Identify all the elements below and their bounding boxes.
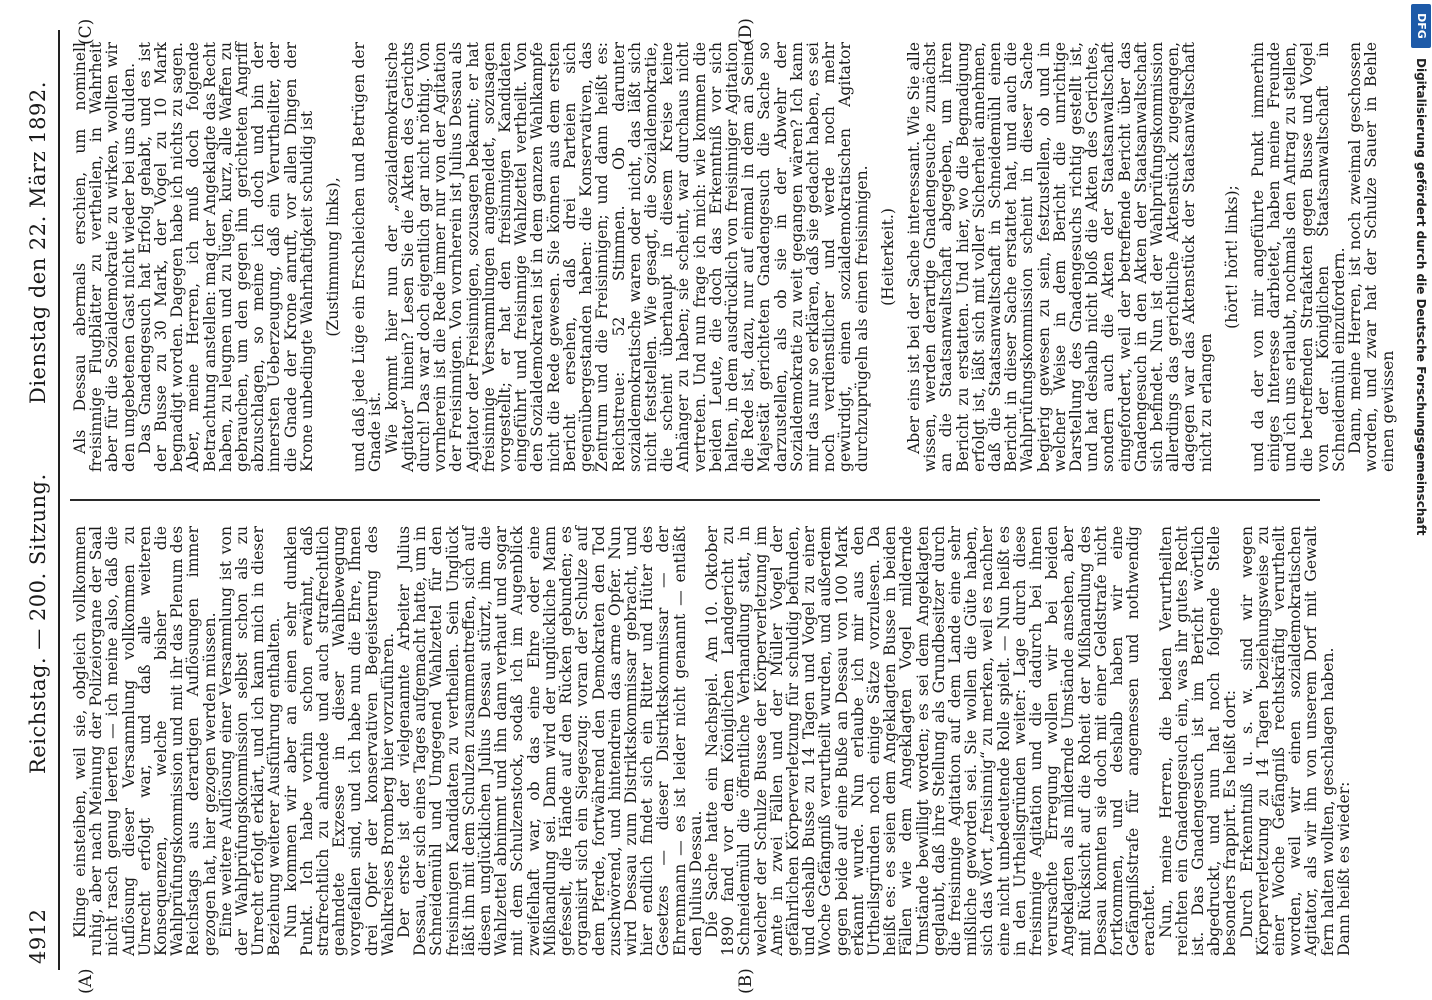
- paragraph: Klinge einsteiben, weil sie, obgleich vollkommen ruhig, aber nach Meinung der Polizeiorgane der Saal nicht rasch genug leerten — ich meine also, daß die Auflösung dieser Versammlung vollkommen zu Unrecht erfolgt war, und daß alle weiteren Konsequenzen, welche bisher die Wahlprüfungskommission und mit ihr das Plenum des Reichstags aus derartigen Auflösungen immer gezogen hat, hier gezogen werden müssen.: [71, 526, 219, 956]
- session-date: Dienstag den 22. März 1892.: [26, 81, 50, 404]
- margin-marker-a: (A): [76, 968, 96, 994]
- margin-marker-c: (C): [76, 18, 96, 45]
- page-header: [20, 34, 56, 964]
- margin-marker-b: (B): [736, 968, 756, 994]
- credit-text: Digitalisierung gefördert durch die Deutsche Forschungsgemeinschaft: [1414, 58, 1428, 536]
- interjection: (hört! hört! links);: [1222, 185, 1241, 329]
- paragraph: Eine weitere Auflösung einer Versammlung ist von der Wahlprüfungskommission selbst schon als zu Unrecht erfolgt erklärt, und ich kann mich in dieser Beziehung weiterer Ausführung enthalten.: [216, 526, 284, 956]
- paragraph: Der erste ist der vielgenannte Arbeiter Julius Dessau, der sich eines Tages aufgemacht hatte, um in Schneidemühl und Umgegend Wahlzettel für den freisinnigen Kandidaten zu vertheilen. Sein Unglück läßt ihn mit dem Schulzen zusammentreffen, sich auf diesen unglücklichen Julius Dessau stürzt, ihm die Wahlzettel abnimmt und ihn dann verhaut und sogar mit dem Schulzenstock, sodaß ich im Augenblick zweifelhaft war, ob das eine Ehre oder eine Mißhandlung sei. Dann wird der unglückliche Mann gefesselt, die Hände auf den Rücken gebunden; es organisirt sich ein Siegeszug: voran der Schulze auf dem Pferde, fortwährend den Demokraten den Tod zuschwörend, und hintendrein das arme Opfer. Nun wird Dessau zum Distriktskommissar gebracht, und hier endlich findet sich ein Ritter und Hüter des Gesetzes — dieser Distriktskommissar — der Ehrenmann — es ist leider nicht genannt — entläßt den Julius Dessau.: [395, 526, 705, 956]
- margin-marker-d: (D): [736, 18, 756, 45]
- left-column: [72, 526, 1362, 956]
- quoted-passage: Durch Erkenntniß u. s. w. sind wir wegen Körperverletzung zu 14 Tagen beziehungsweise zu einer Woche Gefängniß rechtskräftig verurtheilt worden, weil wir einen sozialdemokratischen Agitator, als wir ihn von unserem Dorf mit Gewalt fern halten wollten, geschlagen haben.: [1237, 526, 1337, 956]
- interjection: (Heiterkeit.): [878, 208, 897, 306]
- paragraph: Dann, meine Herren, ist noch zweimal geschossen worden, und zwar hat der Schulze Sauer in Behle einen gewissen: [1346, 42, 1397, 472]
- header-rule: [58, 30, 60, 970]
- paragraph: und da der von mir angeführte Punkt immerhin einiges Interesse darbietet, haben meine Freunde und ich uns erlaubt, nochmals den Antrag zu stellen, die betreffenden Strafakten gegen Busse und Vogel von der Königlichen Staatsanwaltschaft in Schneidemühl einzufordern.: [1249, 42, 1349, 472]
- paragraph: Nun kommen wir aber an einen sehr dunklen Punkt. Ich habe vorhin schon erwähnt, daß strafrechtlich zu ahndende und auch strafrechtlich geahndete Exzesse in dieser Wahlbewegung vorgefallen sind, und ich habe nun die Ehre, Ihnen drei Opfer der konservativen Begeisterung des Wahlkreises Bromberg hier vorzuführen.: [281, 526, 397, 956]
- column-divider: [70, 499, 1320, 501]
- paragraph: Aber eins ist bei der Sache interessant. Wie Sie alle wissen, werden derartige Gnadengesuche zunächst an die Staatsanwaltschaft abgegeben, um ihren Bericht zu erstatten. Und hier, wo die Begnadigung erfolgt ist, läßt sich mit voller Sicherheit annehmen, daß die Staatsanwaltschaft in Schneidemühl einen Bericht in dieser Sache erstattet hat, und auch die Wahlprüfungskommission scheint in dieser Sache begierig gewesen zu sein, festzustellen, ob und in welcher Weise in dem Bericht die unrichtige Darstellung des Gnadengesuchs richtig gestellt ist, und hat deshalb nicht bloß die Akten des Gerichtes, sondern auch die Akten der Staatsanwaltschaft eingefordert, weil der betreffende Bericht über das Gnadengesuch in den Akten der Staatsanwaltschaft sich befindet. Nun ist der Wahlprüfungskommission allerdings das gerichtliche Aktenstück zugegangen, dagegen war das Aktenstück der Staatsanwaltschaft nicht zu erlangen: [904, 42, 1215, 472]
- paragraph: und daß jede Lüge ein Erschleichen und Betrügen der Gnade ist.: [350, 42, 385, 472]
- paragraph: Dann heißt es wieder:: [1334, 781, 1353, 956]
- dfg-logo: [1411, 4, 1431, 48]
- quoted-passage: Als Dessau abermals erschien, um nominell freisinnige Flugblätter zu vertheilen, in Wahrheit aber für die Sozialdemokratie zu wirken, wollten wir den ungebetenen Gast nicht wieder bei uns dulden.: [71, 42, 138, 472]
- dfg-logo-text: DFG: [1415, 13, 1428, 39]
- digitization-credit: [1410, 58, 1432, 958]
- paragraph: Die Sache hatte ein Nachspiel. Am 10. Oktober 1890 fand vor dem Königlichen Landgericht zu Schneidemühl die öffentliche Verhandlung statt, in welcher der Schulze Busse der Körperverletzung im Amte in zwei Fällen und der Müller Vogel der gefährlichen Körperverletzung für schuldig befunden, und deshalb Busse zu 14 Tagen und Vogel zu einer Woche Gefängniß verurtheilt wurden, und außerdem gegen beide auf eine Buße an Dessau von 100 Mark erkannt wurde. Nun erlaube ich mir aus den Urtheilsgründen noch einige Sätze vorzulesen. Da heißt es: es seien dem Angeklagten Busse in beiden Fällen wie dem Angeklagten Vogel mildernde Umstände bewilligt worden; es sei dem Angeklagten geglaubt, daß ihre Stellung als Grundbesitzer durch die freisinnige Agitation auf dem Lande eine sehr mißliche geworden sei. Sie wollen die Güte haben, sich das Wort „freisinnig“ zu merken, weil es nachher eine nicht unbedeutende Rolle spielt. — Nun heißt es in den Urtheilsgründen weiter: Lage durch diese freisinnige Agitation und die dadurch bei ihnen verursachte Erregung wollen wir bei beiden Angeklagten als mildernde Umstände ansehen, aber mit Rücksicht auf die Roheit der Mißhandlung des Dessau konnten sie doch mit einer Geldstrafe nicht fortkommen, und deshalb haben wir eine Gefängnißstrafe für angemessen und nothwendig erachtet.: [702, 526, 1159, 956]
- paragraph: Das Gnadengesuch hat Erfolg gehabt, und es ist der Busse zu 30 Mark, der Vogel zu 10 Mark begnadigt worden. Dagegen habe ich nichts zu sagen. Aber, meine Herren, ich muß doch folgende Betrachtung anstellen: mag der Angeklagte das Recht haben, zu leugnen und zu lügen, kurz, alle Waffen zu gebrauchen, um den gegen ihn gerichteten Angriff abzuschlagen, so meine ich doch und bin der innersten Ueberzeugung, daß ein Verurtheilter, der die Gnade der Krone anruft, vor allen Dingen der Krone unbedingte Wahrhaftigkeit schuldig ist: [135, 42, 316, 472]
- paragraph: Wie kommt hier nun der „sozialdemokratische Agitator“ hinein? Lesen Sie die Akten des Gerichts durch! Das war doch eigentlich gar nicht nöthig. Von vornherein ist die Rede immer nur von der Agitation der Freisinnigen. Von vornherein ist Julius Dessau als Agitator der Freisinnigen, sozusagen bekannt; er hat freisinnige Versammlungen angemeldet, sozusagen vorgestellt; er hat den freisinnigen Kandidaten eingeführt und freisinnige Wahlzettel vertheilt. Von den Sozialdemokraten ist in dem ganzen Wahlkampfe nicht die Rede gewesen. Sie können aus dem ersten Bericht ersehen, daß drei Parteien sich gegenübergestanden haben: die Konservativen, das Zentrum und die Freisinnigen; und dann heißt es: Reichstreue: 52 Stimmen. Ob darunter sozialdemokratische waren oder nicht, das läßt sich nicht feststellen. Wie gesagt, die Sozialdemokratie, die scheint überhaupt in diesem Kreise keine Anhänger zu haben; sie scheint, war durchaus nicht vertreten. Und nun frage ich mich: wie kommen die beiden Leute, die doch das Erkenntniß vor sich halten, in dem ausdrücklich von freisinniger Agitation die Rede ist, dazu, nur auf einmal in dem an Seine Majestät gerichteten Gnadengesuch die Sache so darzustellen, als ob sie in der Abwehr der Sozialdemokratie zu weit gegangen wären? Ich kann mir das nur so erklären, daß sie gedacht haben, es sei noch verdienstlicher und werde noch mehr gewürdigt, einen sozialdemokratischen Agitator durchzuprügeln als einen freisinnigen.: [382, 42, 871, 472]
- interjection: (Zustimmung links),: [324, 177, 343, 337]
- page-number: 4912: [26, 908, 50, 964]
- right-column: [71, 42, 1397, 472]
- running-title: Reichstag. — 200. Sitzung.: [26, 473, 50, 774]
- paragraph: Nun, meine Herren, die beiden Verurtheilten reichten ein Gnadengesuch ein, was ihr gutes Recht ist. Das Gnadengesuch ist im Bericht wörtlich abgedruckt, und nun hat noch folgende Stelle besonders frappirt. Es heißt dort:: [1156, 526, 1240, 956]
